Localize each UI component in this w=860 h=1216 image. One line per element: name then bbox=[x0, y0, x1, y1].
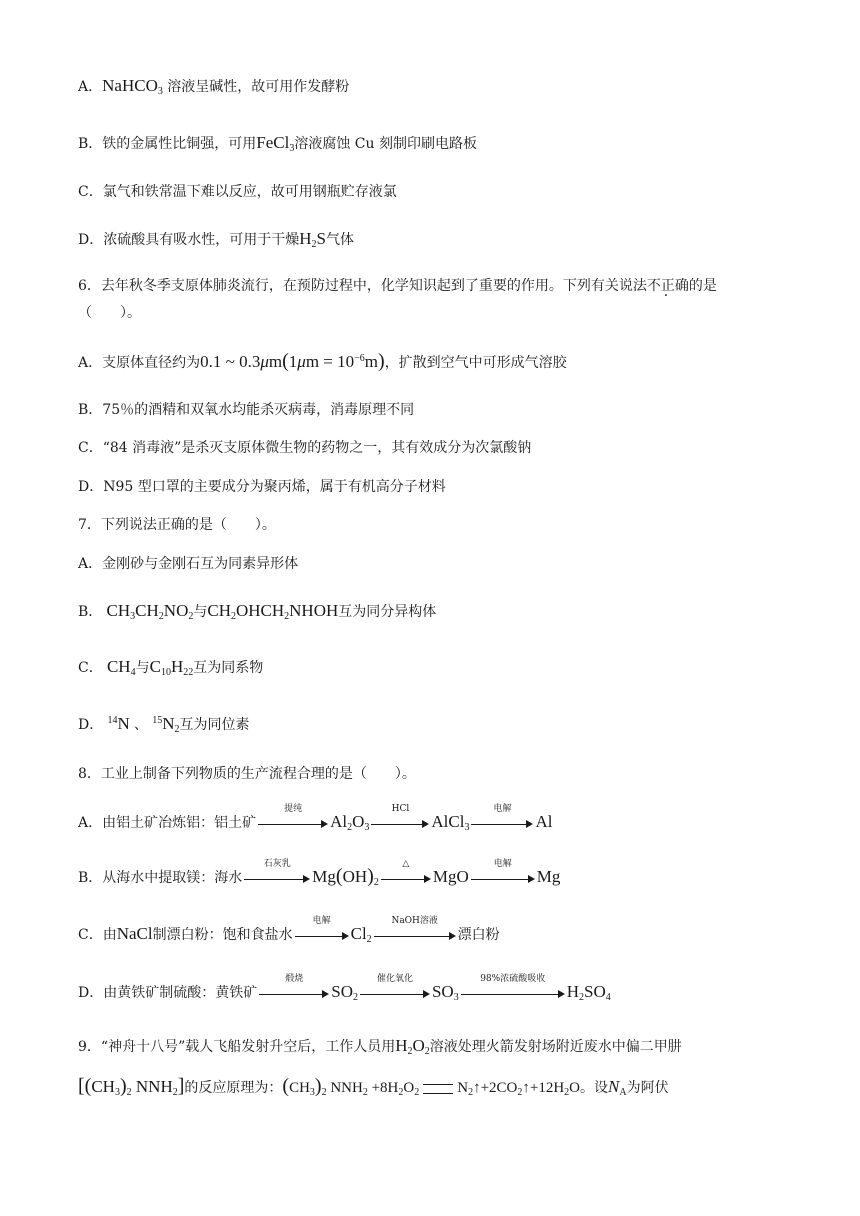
q6-option-d bbox=[78, 477, 446, 497]
stem-text: 。设 bbox=[580, 1080, 609, 1096]
formula-c10h22: $C_{10}H_{22}$ bbox=[149, 657, 194, 678]
formula-h2o2: $H_2O_2$ bbox=[395, 1036, 430, 1057]
reaction-arrow: 电解 bbox=[295, 927, 349, 943]
option-text: D．浓硫酸具有吸水性，可用于干燥 bbox=[78, 232, 300, 248]
option-text: 互为同分异构体 bbox=[338, 604, 437, 620]
q7-stem bbox=[78, 515, 276, 535]
stem-text: 7．下列说法正确的是（ ）。 bbox=[78, 517, 276, 533]
option-text: 互为同系物 bbox=[193, 660, 264, 676]
q7-option-d bbox=[78, 714, 250, 735]
option-label: B． bbox=[78, 604, 103, 620]
formula-mgoh2: $Mg(OH)_2$ bbox=[312, 865, 379, 888]
stem-text: 的反应原理为： bbox=[184, 1080, 283, 1096]
q6-option-a bbox=[78, 351, 567, 373]
stem-text: 为阿伏 bbox=[626, 1080, 669, 1096]
q5-option-c bbox=[78, 182, 397, 202]
formula-nahco3: NaHCO$_3$ bbox=[102, 76, 163, 97]
reaction-arrow: HCl bbox=[371, 815, 429, 831]
formula-al: Al bbox=[535, 812, 553, 831]
option-text: 溶液呈碱性，故可用作发酵粉 bbox=[162, 79, 350, 95]
option-text: 溶液腐蚀 Cu 刻制印刷电路板 bbox=[294, 136, 477, 152]
reaction-arrow: 电解 bbox=[471, 870, 535, 886]
stem-text: 9．“神舟十八号”载人飞船发射升空后，工作人员用 bbox=[78, 1039, 396, 1055]
option-text: C．氯气和铁常温下难以反应，故可用钢瓶贮存液氯 bbox=[78, 184, 397, 200]
formula-hydroxylamine: $CH_2OHCH_2NHOH$ bbox=[207, 601, 339, 622]
q7-option-a bbox=[78, 554, 298, 574]
option-text: C．“84 消毒液”是杀灭支原体微生物的药物之一，其有效成分为次氯酸钠 bbox=[78, 440, 532, 456]
q9-stem-line2 bbox=[78, 1076, 669, 1098]
reaction-arrow: NaOH溶液 bbox=[374, 927, 456, 943]
option-text: 、 bbox=[134, 717, 149, 733]
option-label: D． bbox=[78, 717, 104, 733]
option-text: A．金刚砂与金刚石互为同素异形体 bbox=[78, 556, 299, 572]
formula-cl2: $Cl_2$ bbox=[350, 924, 372, 945]
q6-option-b bbox=[78, 400, 414, 420]
q6-stem-line2 bbox=[78, 303, 141, 323]
reaction-arrow: 98%浓硫酸吸收 bbox=[461, 985, 565, 1001]
option-text: 与 bbox=[135, 660, 150, 676]
formula-fecl3: FeCl$_3$ bbox=[256, 133, 295, 154]
formula-mgo: MgO bbox=[432, 867, 469, 886]
option-label: C． bbox=[78, 660, 103, 676]
option-text: 漂白粉 bbox=[457, 927, 500, 943]
q7-option-b bbox=[78, 601, 436, 622]
formula-n15-2: $^{15}N_2$ bbox=[152, 714, 180, 735]
q8-option-c bbox=[78, 916, 500, 945]
option-text: B．铁的金属性比铜强，可用 bbox=[78, 136, 257, 152]
reaction-arrow: 煅烧 bbox=[259, 985, 329, 1001]
formula-n14: $^{14}$N bbox=[107, 714, 135, 733]
option-text: A．支原体直径约为 bbox=[78, 355, 201, 371]
q8-option-b bbox=[78, 859, 561, 888]
formula-h2so4: $H_2SO_4$ bbox=[566, 982, 611, 1003]
option-text: 气体 bbox=[325, 232, 354, 248]
formula-so3: $SO_3$ bbox=[431, 982, 459, 1003]
q5-option-a bbox=[78, 76, 349, 97]
formula-al2o3: $Al_2O_3$ bbox=[330, 812, 370, 833]
symbol-avogadro: $N_A$ bbox=[608, 1077, 627, 1098]
q8-option-d bbox=[78, 974, 611, 1003]
q8-stem bbox=[78, 764, 416, 784]
option-text: 制漂白粉：饱和食盐水 bbox=[152, 927, 293, 943]
option-text: 互为同位素 bbox=[179, 717, 250, 733]
emphasis-text: 不正确 bbox=[646, 278, 689, 294]
option-text: C．由 bbox=[78, 927, 117, 943]
reaction-arrow: 石灰乳 bbox=[244, 870, 310, 886]
stem-text: 6．去年秋冬季支原体肺炎流行，在预防过程中，化学知识起到了重要的作用。下列有关说法 bbox=[78, 278, 647, 294]
reaction-equation: $(CH_3)_2$ $NNH_2 +8H_2O_2$ $N_2↑+2CO_2↑+12H_2O$ bbox=[282, 1075, 581, 1098]
option-label: A． bbox=[78, 79, 103, 95]
stem-text: 8．工业上制备下列物质的生产流程合理的是（ ）。 bbox=[78, 766, 416, 782]
formula-nitroethane: $CH_3CH_2NO_2$ bbox=[102, 601, 194, 622]
formula-nacl: NaCl bbox=[116, 924, 153, 943]
reaction-arrow: 催化氧化 bbox=[360, 985, 430, 1001]
stem-text: 溶液处理火箭发射场附近废水中偏二甲肼 bbox=[429, 1039, 682, 1055]
option-text: D．N95 型口罩的主要成分为聚丙烯，属于有机高分子材料 bbox=[78, 479, 446, 495]
q7-option-c bbox=[78, 657, 263, 678]
q9-stem-line1 bbox=[78, 1036, 682, 1057]
reaction-arrow: △ bbox=[381, 870, 431, 886]
formula-so2: $SO_2$ bbox=[331, 982, 358, 1003]
formula-mg: Mg bbox=[536, 867, 561, 886]
option-text: B．75％的酒精和双氧水均能杀灭病毒，消毒原理不同 bbox=[78, 402, 415, 418]
q5-option-b bbox=[78, 133, 477, 154]
q6-stem bbox=[78, 276, 717, 296]
option-text: A．由铝土矿冶炼铝：铝土矿 bbox=[78, 815, 257, 831]
option-text: D．由黄铁矿制硫酸：黄铁矿 bbox=[78, 985, 258, 1001]
formula-h2s: $H_2S$ bbox=[299, 229, 326, 250]
option-text: 与 bbox=[193, 604, 208, 620]
q5-option-d bbox=[78, 229, 354, 250]
reaction-arrow: 电解 bbox=[471, 815, 533, 831]
q8-option-a bbox=[78, 804, 553, 833]
formula-udmh-bracket: [$(CH_3)_2$ $NNH_2$] bbox=[78, 1075, 185, 1098]
q6-option-c bbox=[78, 438, 531, 458]
formula-size-range: 0.1 ~ $0.3\mu m(1\mu m = 10^{-6}m)$ bbox=[200, 350, 385, 372]
option-text: B．从海水中提取镁：海水 bbox=[78, 870, 243, 886]
formula-alcl3: AlCl$_3$ bbox=[431, 812, 470, 833]
answer-blank: （ ）。 bbox=[78, 305, 141, 321]
reaction-arrow: 提纯 bbox=[258, 815, 328, 831]
formula-ch4: $CH_4$ bbox=[102, 657, 136, 678]
stem-text: 的是 bbox=[688, 278, 717, 294]
option-text: ，扩散到空气中可形成气溶胶 bbox=[384, 355, 567, 371]
